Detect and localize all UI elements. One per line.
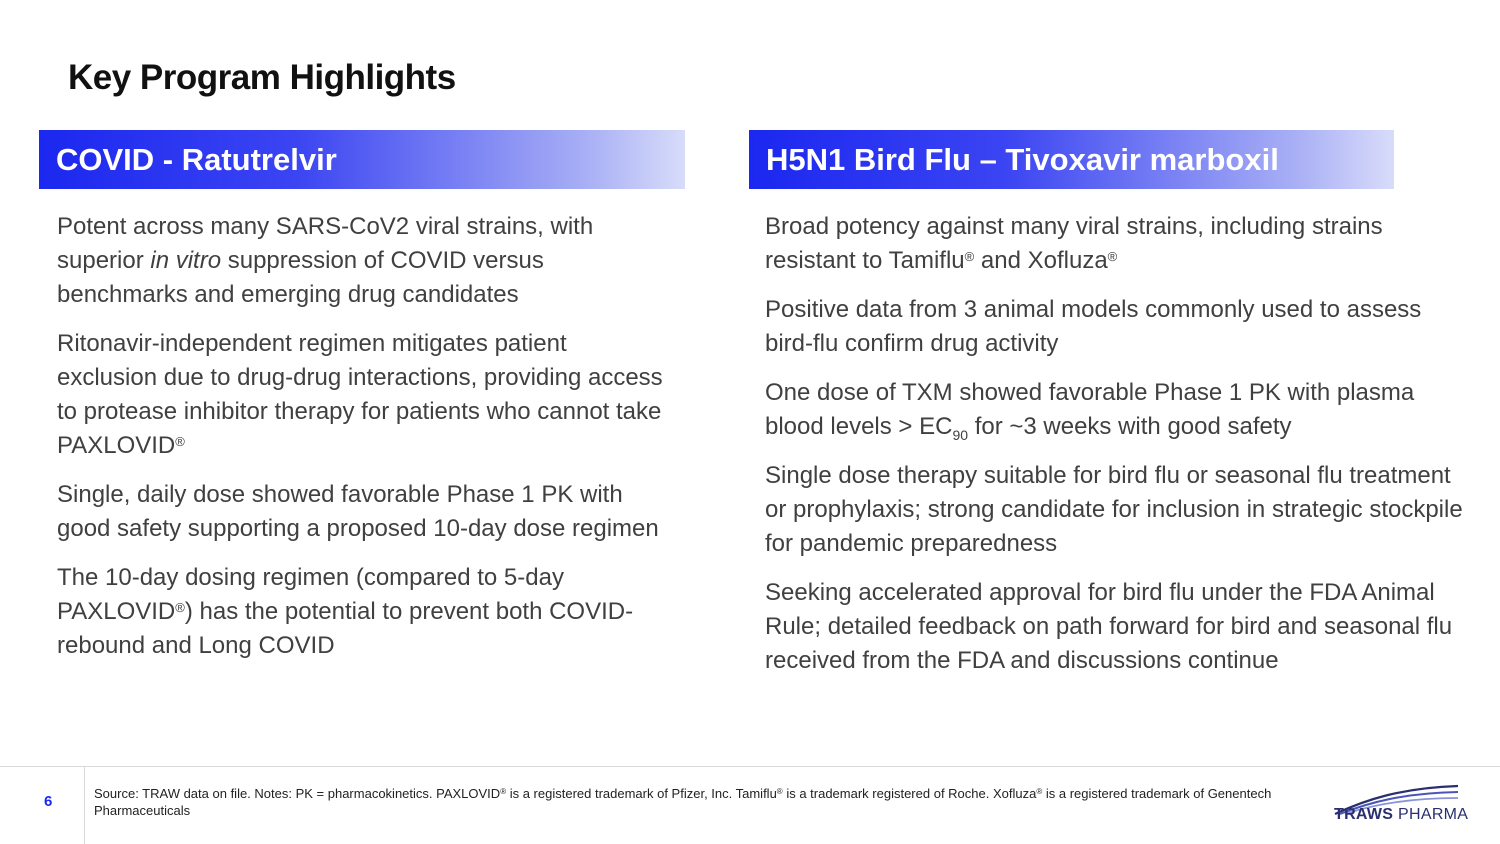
h5n1-bullet-3: One dose of TXM showed favorable Phase 1 PK with plasma blood levels > $EC_{90}$ for ~3 weeks with good safety — [765, 379, 1415, 443]
slide-title: Key Program Highlights — [68, 58, 456, 97]
h5n1-bullet-2: Positive data from 3 animal models commonly used to assess bird-flu confirm drug activity — [765, 296, 1422, 357]
h5n1-bullet-4: Single dose therapy suitable for bird flu or seasonal flu treatment or prophylaxis; strong candidate for inclusion in strategic stockpile for pandemic preparedness — [765, 462, 1463, 557]
covid-bullet-4: The 10-day dosing regimen (compared to 5-day PAXLOVID®) has the potential to prevent both COVID-rebound and Long COVID — [57, 564, 634, 659]
logo-wordmark: TRAWS PHARMA — [1334, 806, 1469, 823]
page-number: 6 — [44, 793, 53, 810]
footer-divider — [0, 766, 1500, 767]
h5n1-bullet-1: Broad potency against many viral strains, including strains resistant to Tamiflu® and Xofluza® — [765, 213, 1383, 274]
h5n1-bullet-5: Seeking accelerated approval for bird flu under the FDA Animal Rule; detailed feedback on path forward for bird and seasonal flu received from the FDA and discussions continue — [765, 579, 1453, 674]
covid-bullet-3: Single, daily dose showed favorable Phase 1 PK with good safety supporting a proposed 10-day dose regimen — [57, 481, 659, 542]
covid-section-header: COVID - Ratutrelvir — [39, 130, 685, 189]
h5n1-section-header: H5N1 Bird Flu – Tivoxavir marboxil — [749, 130, 1394, 189]
covid-bullet-1: Potent across many SARS-CoV2 viral strains, with superior in vitro suppression of COVID versus benchmarks and emerging drug candidates — [57, 213, 594, 308]
footer-vertical-divider — [84, 767, 85, 844]
source-note: Source: TRAW data on file. Notes: PK = pharmacokinetics. PAXLOVID® is a registered trademark of Pfizer, Inc. Tamiflu® is a trademark registered of Roche. Xofluza® is a registered trademark of Genentech Pharmaceuticals — [94, 786, 1272, 818]
covid-bullet-2: Ritonavir-independent regimen mitigates patient exclusion due to drug-drug interactions, providing access to protease inhibitor therapy for patients who cannot take PAXLOVID® — [57, 330, 663, 459]
covid-highlights — [57, 210, 667, 678]
h5n1-highlights — [765, 210, 1465, 693]
